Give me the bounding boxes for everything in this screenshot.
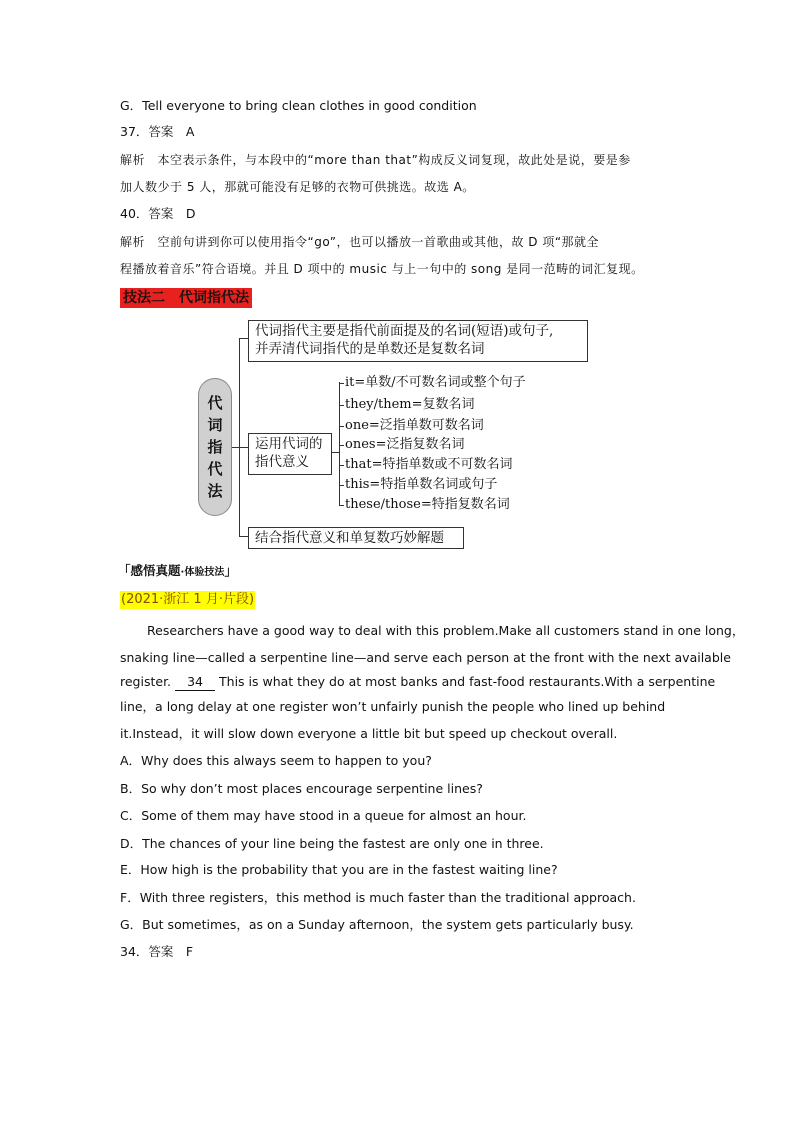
leaf-tick [339, 465, 344, 466]
leaf-tick [339, 445, 344, 446]
practice-title: 感悟真题 [130, 563, 181, 578]
leaf-tick [339, 505, 344, 506]
option-item: E．How high is the probability that you are in the fastest waiting line? [120, 862, 558, 877]
section-tag: 技法二 代词指代法 [120, 288, 252, 308]
mindmap-root-label [199, 392, 231, 502]
explanation-37-line2: 加人数少于 5 人，那就可能没有足够的衣物可供挑选。故选 A。 [120, 180, 475, 194]
mindmap-root-char: 指 [207, 438, 223, 456]
mindmap-root [198, 378, 232, 516]
option-item: D．The chances of your line being the fastest are only one in three. [120, 836, 544, 851]
passage-line3a: register. [120, 674, 172, 689]
mindmap-box-solve [248, 527, 464, 549]
mindmap-root-char: 代 [207, 460, 223, 478]
option-item: A．Why does this always seem to happen to you? [120, 753, 432, 768]
passage-line3 [120, 674, 715, 691]
option-item: F．With three registers，this method is much faster than the traditional approach. [120, 890, 636, 905]
mindmap-box-usage [248, 433, 332, 475]
leaf-tick [339, 426, 344, 427]
option-g-line: G．Tell everyone to bring clean clothes in good condition [120, 98, 477, 113]
leaf-tick [339, 485, 344, 486]
main-vertical-connector [239, 338, 240, 536]
leaf-vertical-connector [339, 382, 340, 506]
option-item: C．Some of them may have stood in a queue for almost an hour. [120, 808, 527, 823]
option-item: G．But sometimes，as on a Sunday afternoon，the system gets particularly busy. [120, 917, 634, 932]
box-usage-line2: 指代意义 [255, 454, 309, 470]
branch3-connector [239, 536, 248, 537]
mindmap-leaf: this=特指单数名词或句子 [345, 477, 498, 492]
passage-line3b: This is what they do at most banks and fast-food restaurants.With a serpentine [219, 674, 716, 689]
mindmap-leaf: that=特指单数或不可数名词 [345, 457, 513, 472]
passage-line2: snaking line—called a serpentine line—and serve each person at the front with the next available [120, 650, 731, 665]
mindmap-leaf: these/those=特指复数名词 [345, 497, 510, 512]
leaf-tick [339, 405, 344, 406]
mindmap-root-char: 代 [207, 394, 223, 412]
explanation-40-line2: 程播放着音乐”符合语境。并且 D 项中的 music 与上一句中的 song 是同一范畴的词汇复现。 [120, 262, 644, 276]
box-definition-line1: 代词指代主要是指代前面提及的名词(短语)或句子, [255, 323, 554, 339]
option-item: B．So why don’t most places encourage serpentine lines? [120, 781, 483, 796]
blank-34: 34 [175, 674, 215, 691]
box-solve-text: 结合指代意义和单复数巧妙解题 [255, 530, 444, 546]
box-definition-line2: 并弄清代词指代的是单数还是复数名词 [255, 341, 485, 357]
mindmap-box-definition [248, 320, 588, 362]
leaf-tick [339, 383, 344, 384]
practice-header [118, 561, 237, 579]
bracket-right: 」 [224, 563, 237, 578]
mindmap-leaf: it=单数/不可数名词或整个句子 [345, 375, 526, 390]
bracket-left: 「 [118, 563, 131, 578]
source-label: (2021·浙江 1 月·片段) [121, 592, 255, 607]
mindmap-leaf: one=泛指单数可数名词 [345, 418, 484, 433]
box-usage-line1: 运用代词的 [255, 436, 323, 452]
passage-line4: line，a long delay at one register won’t unfairly punish the people who lined up behind [120, 699, 666, 714]
passage-line1: Researchers have a good way to deal with this problem.Make all customers stand in one long， [147, 623, 745, 638]
passage-line5: it.Instead，it will slow down everyone a little bit but speed up checkout overall. [120, 726, 618, 741]
answer-37: 37．答案 A [120, 124, 195, 139]
mindmap-leaf: ones=泛指复数名词 [345, 437, 465, 452]
answer-34: 34．答案 F [120, 944, 194, 959]
branch1-connector [239, 338, 248, 339]
answer-40: 40．答案 D [120, 206, 196, 221]
mindmap-root-char: 词 [207, 416, 223, 434]
mindmap-root-char: 法 [207, 482, 223, 500]
branch2-connector [239, 447, 248, 448]
practice-subtitle: ·体验技法 [180, 567, 225, 578]
mindmap-leaf: they/them=复数名词 [345, 397, 475, 412]
explanation-37-line1: 解析 本空表示条件，与本段中的“more than that”构成反义词复现，故此处是说，要是参 [120, 153, 631, 167]
explanation-40-line1: 解析 空前句讲到你可以使用指令“go”，也可以播放一首歌曲或其他，故 D 项“那就全 [120, 235, 600, 249]
